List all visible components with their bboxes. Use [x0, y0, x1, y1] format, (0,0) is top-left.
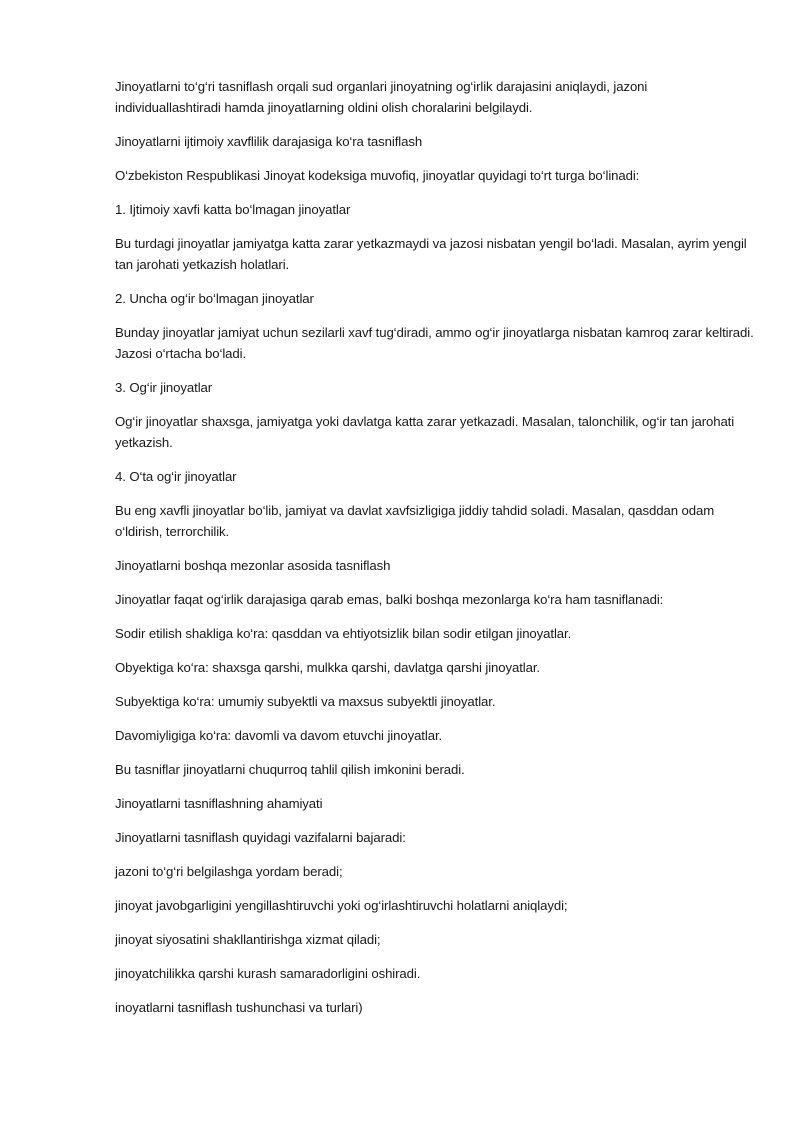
paragraph-type-4: Bu eng xavfli jinoyatlar bo‘lib, jamiyat va davlat xavfsizligiga jiddiy tahdid soladi. Masalan, qasddan odam o‘ldirish, terrorchilik. — [115, 503, 715, 539]
list-heading-1: 1. Ijtimoiy xavfi katta bo‘lmagan jinoyatlar — [115, 202, 351, 217]
criteria-item-form: Sodir etilish shakliga ko‘ra: qasddan va ehtiyotsizlik bilan sodir etilgan jinoyatlar. — [115, 626, 572, 641]
section-heading-importance: Jinoyatlarni tasniflashning ahamiyati — [115, 796, 323, 811]
list-heading-3: 3. Og‘ir jinoyatlar — [115, 380, 213, 395]
paragraph-type-1: Bu turdagi jinoyatlar jamiyatga katta zarar yetkazmaydi va jazosi nisbatan yengil bo‘ladi. Masalan, ayrim yengil tan jarohati yetkazish holatlari. — [115, 236, 747, 272]
paragraph-intro: Jinoyatlarni to‘g‘ri tasniflash orqali sud organlari jinoyatning og‘irlik darajasini aniqlaydi, jazoni individuallashtiradi hamda jinoyatlarning oldini olish choralarini belgilaydi. — [115, 79, 648, 115]
criteria-item-duration: Davomiyligiga ko‘ra: davomli va davom etuvchi jinoyatlar. — [115, 728, 443, 743]
paragraph-other-criteria: Jinoyatlar faqat og‘irlik darajasiga qarab emas, balki boshqa mezonlarga ko‘ra ham tasniflanadi: — [115, 592, 664, 607]
task-item-4: jinoyatchilikka qarshi kurash samaradorligini oshiradi. — [115, 966, 421, 981]
paragraph-code-reference: O‘zbekiston Respublikasi Jinoyat kodeksiga muvofiq, jinoyatlar quyidagi to‘rt turga bo‘linadi: — [115, 168, 640, 183]
criteria-item-subject: Subyektiga ko‘ra: umumiy subyektli va maxsus subyektli jinoyatlar. — [115, 694, 496, 709]
section-heading-social-danger: Jinoyatlarni ijtimoiy xavflilik darajasiga ko‘ra tasniflash — [115, 134, 423, 149]
paragraph-analysis: Bu tasniflar jinoyatlarni chuqurroq tahlil qilish imkonini beradi. — [115, 762, 465, 777]
task-item-2: jinoyat javobgarligini yengillashtiruvchi yoki og‘irlashtiruvchi holatlarni aniqlaydi; — [115, 898, 568, 913]
criteria-item-object: Obyektiga ko‘ra: shaxsga qarshi, mulkka qarshi, davlatga qarshi jinoyatlar. — [115, 660, 540, 675]
paragraph-tasks: Jinoyatlarni tasniflash quyidagi vazifalarni bajaradi: — [115, 830, 406, 845]
list-heading-2: 2. Uncha og‘ir bo‘lmagan jinoyatlar — [115, 291, 314, 306]
paragraph-type-2: Bunday jinoyatlar jamiyat uchun sezilarli xavf tug‘diradi, ammo og‘ir jinoyatlarga nisbatan kamroq zarar keltiradi. Jazosi o‘rtacha bo‘ladi. — [115, 325, 754, 361]
section-heading-other-criteria: Jinoyatlarni boshqa mezonlar asosida tasniflash — [115, 558, 391, 573]
paragraph-footer-title: inoyatlarni tasniflash tushunchasi va turlari) — [115, 1000, 363, 1015]
task-item-1: jazoni to‘g‘ri belgilashga yordam beradi; — [115, 864, 343, 879]
list-heading-4: 4. O‘ta og‘ir jinoyatlar — [115, 469, 237, 484]
document-body — [115, 76, 755, 1031]
paragraph-type-3: Og‘ir jinoyatlar shaxsga, jamiyatga yoki davlatga katta zarar yetkazadi. Masalan, talonchilik, og‘ir tan jarohati yetkazish. — [115, 414, 735, 450]
task-item-3: jinoyat siyosatini shakllantirishga xizmat qiladi; — [115, 932, 381, 947]
